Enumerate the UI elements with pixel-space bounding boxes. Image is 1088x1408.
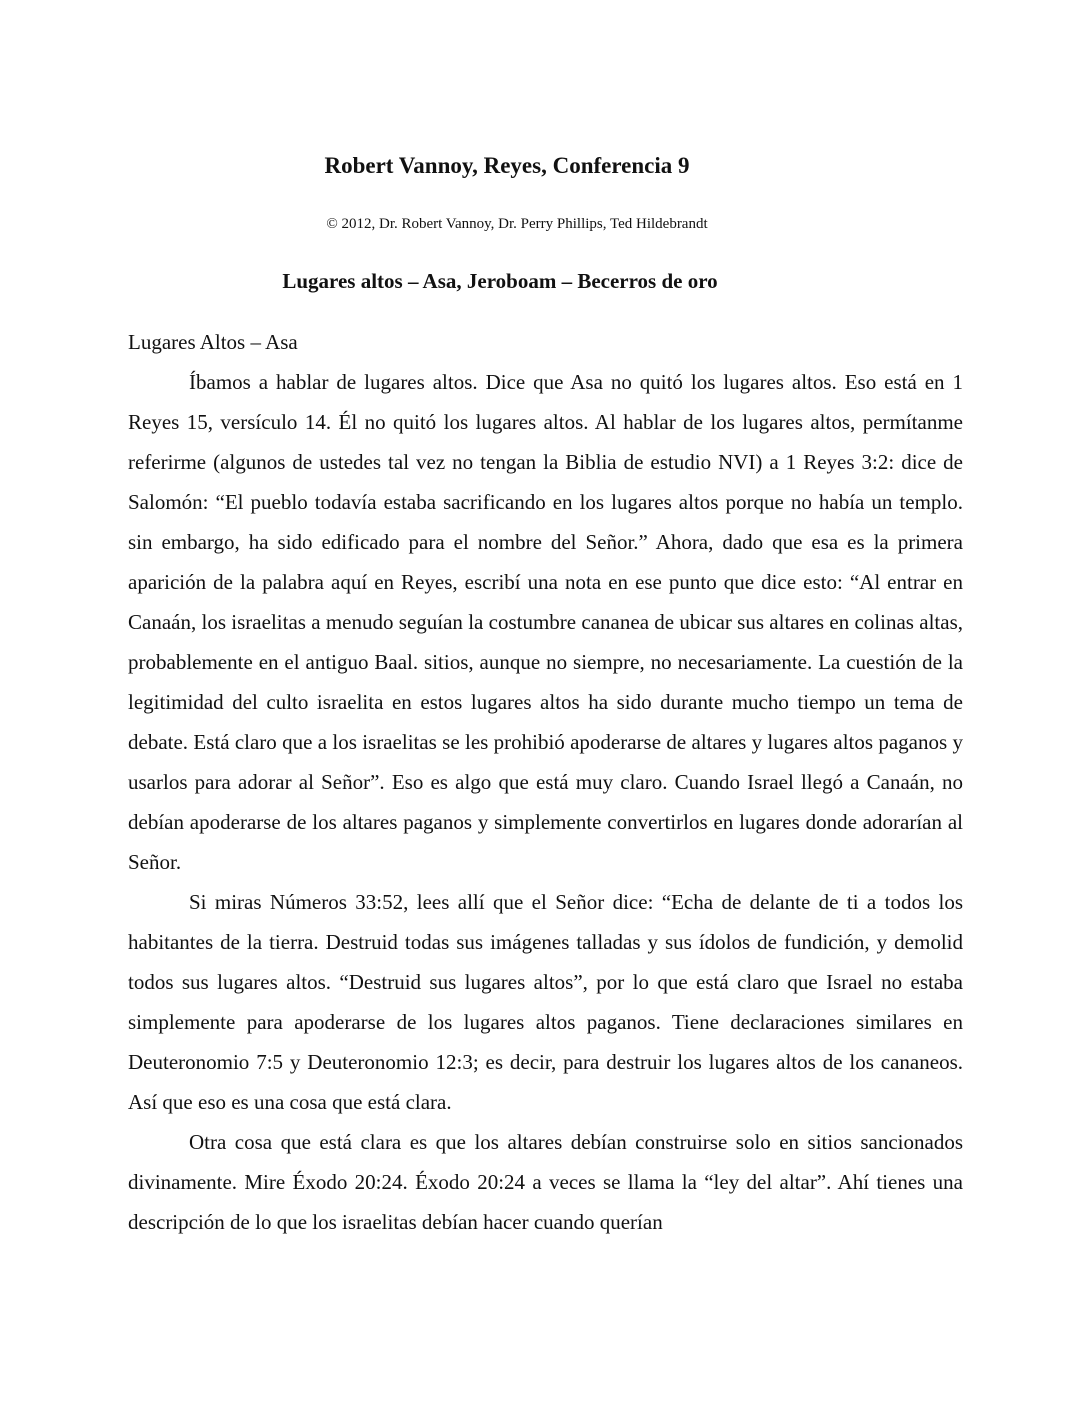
paragraph-2: Si miras Números 33:52, lees allí que el Señor dice: “Echa de delante de ti a todos los habitantes de la tierra. Destruid todas sus imágenes talladas y sus ídolos de fundición, y demolid todos sus lugares altos. “Destruid sus lugares altos”, por lo que está claro que Israel no estaba simplemente para apoderarse de los lugares altos paganos. Tiene declaraciones similares en Deuteronomio 7:5 y Deuteronomio 12:3; es decir, para destruir los lugares altos de los cananeos. Así que eso es una cosa que está clara. [128,890,963,1114]
body-text [128,322,963,1242]
document-subtitle: Lugares altos – Asa, Jeroboam – Becerros de oro [282,269,718,293]
section-heading: Lugares Altos – Asa [128,330,298,354]
paragraph-1: Íbamos a hablar de lugares altos. Dice que Asa no quitó los lugares altos. Eso está en 1 Reyes 15, versículo 14. Él no quitó los lugares altos. Al hablar de los lugares altos, permítanme referirme (algunos de ustedes tal vez no tengan la Biblia de estudio NVI) a 1 Reyes 3:2: dice de Salomón: “El pueblo todavía estaba sacrificando en los lugares altos porque no había un templo. sin embargo, ha sido edificado para el nombre del Señor.” Ahora, dado que esa es la primera aparición de la palabra aquí en Reyes, escribí una nota en ese punto que dice esto: “Al entrar en Canaán, los israelitas a menudo seguían la costumbre cananea de ubicar sus altares en colinas altas, probablemente en el antiguo Baal. sitios, aunque no siempre, no necesariamente. La cuestión de la legitimidad del culto israelita en estos lugares altos ha sido durante mucho tiempo un tema de debate. Está claro que a los israelitas se les prohibió apoderarse de altares y lugares altos paganos y usarlos para adorar al Señor”. Eso es algo que está muy claro. Cuando Israel llegó a Canaán, no debían apoderarse de los altares paganos y simplemente convertirlos en lugares donde adorarían al Señor. [128,370,963,874]
document-title: Robert Vannoy, Reyes, Conferencia 9 [324,153,690,178]
paragraph-3: Otra cosa que está clara es que los altares debían construirse solo en sitios sancionados divinamente. Mire Éxodo 20:24. Éxodo 20:24 a veces se llama la “ley del altar”. Ahí tienes una descripción de lo que los israelitas debían hacer cuando querían [128,1130,963,1234]
copyright-line: © 2012, Dr. Robert Vannoy, Dr. Perry Phillips, Ted Hildebrandt [326,216,708,232]
